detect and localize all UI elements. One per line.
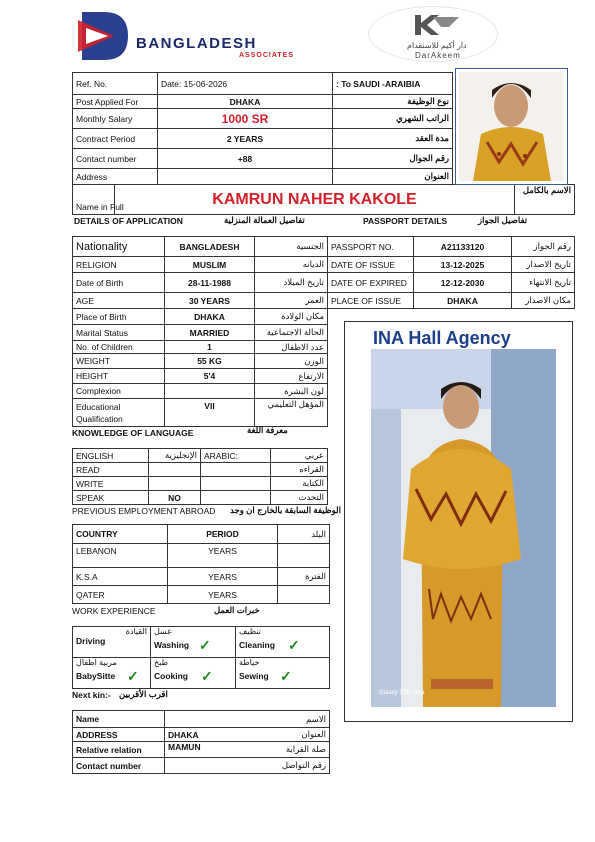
expiry-value: 12-12-2030 [414,273,512,293]
knowledge-heading: KNOWLEDGE OF LANGUAGE [72,428,194,438]
skill-babysitter-label: BabySitte [76,671,116,681]
skill-babysitter [73,658,151,689]
religion-arabic: الديانه [255,257,328,273]
religion-value: MUSLIM [165,257,255,273]
kin-contact-arabic: رقم التواصل [250,758,330,774]
kin-address-label: ADDRESS [73,728,165,742]
prev-emp-arabic: الوظيفة السابقة بالخارج ان وجد [230,505,341,515]
applicant-full-photo-icon [371,349,556,707]
issue-date-arabic: تاريخ الاصدار [512,257,575,273]
washing-check-icon: ✓ [199,637,211,653]
post-label: Post Applied For [73,95,158,109]
issue-date-value: 13-12-2025 [414,257,512,273]
details-table [72,236,328,427]
weight-label: WEIGHT [73,354,165,369]
contact-arabic: رقم الجوال [333,149,453,169]
skill-washing-label: Washing [154,640,190,650]
dob-value: 28-11-1988 [165,273,255,293]
speak-arabic: التحدث [271,491,328,505]
contact-label: Contact number [73,149,158,169]
english-arabic-header: الإنجليزية [149,449,201,463]
read-english [149,463,201,477]
dob-arabic: تاريخ الميلاد [255,273,328,293]
kin-contact-label: Contact number [73,758,165,774]
height-value: 5'4 [165,369,255,384]
education-arabic: المؤهل التعليمي [255,399,328,427]
darakeem-mark-icon [411,13,461,37]
children-arabic: عدد الاطفال [255,341,328,354]
photo-watermark: Galaxy S26 Ultra [379,690,425,696]
cooking-check-icon: ✓ [201,668,213,684]
complexion-arabic: لون البشرة [255,384,328,399]
next-kin-heading: Next kin:- [72,690,111,700]
country-header: COUNTRY [73,525,168,544]
passport-no-value: A21133120 [414,237,512,257]
photo-banner: INA Hall Agency [373,328,511,348]
passport-no-arabic: رقم الجواز [512,237,575,257]
darakeem-logo [368,6,498,62]
height-arabic: الارتفاع [255,369,328,384]
ref-label: Ref. No. [73,73,158,95]
complexion-value [165,384,255,399]
write-label: WRITE [73,477,149,491]
kin-address-value: DHAKA [165,728,250,742]
dob-label: Date of Birth [73,273,165,293]
complexion-label: Complexion [73,384,165,399]
speak-english: NO [149,491,201,505]
skill-driving [73,627,151,658]
work-exp-heading: WORK EXPERIENCE [72,606,156,616]
expiry-arabic: تاريخ الانتهاء [512,273,575,293]
pob-value: DHAKA [165,309,255,325]
speak-arabic-level [201,491,271,505]
language-table [72,448,328,505]
weight-arabic: الوزن [255,354,328,369]
emp-country-1: LEBANON [73,544,168,568]
arabic-arabic-header: عربي [271,449,328,463]
read-arabic-level [201,463,271,477]
issue-date-label: DATE OF ISSUE [328,257,414,273]
pob-label: Place of Birth [73,309,165,325]
applicant-portrait-icon [459,72,564,181]
marital-arabic: الحالة الاجتماعية [255,325,328,341]
write-arabic: الكتابة [271,477,328,491]
address-label: Address [73,169,158,185]
skill-cleaning-arabic: تنظيف [239,627,261,636]
weight-value: 55 KG [165,354,255,369]
top-info-table [72,72,453,95]
kin-name-arabic: الاسم [250,711,330,728]
period-header: PERIOD [168,525,278,544]
employment-table [72,524,330,604]
kin-name-value [165,711,250,728]
emp-country-3: QATER [73,586,168,604]
emp-extra-1 [278,544,330,568]
issue-place-value: DHAKA [414,293,512,309]
kin-relation-label: Relative relation [73,742,165,758]
sewing-check-icon: ✓ [280,668,292,684]
logo-sub: ASSOCIATES [239,52,294,59]
emp-period-1: YEARS [168,544,278,568]
skill-babysitter-arabic: مربية اطفال [76,658,117,667]
post-value: DHAKA [158,95,333,109]
education-label: Educational Qualification [73,399,165,427]
applicant-photo-small [455,68,568,185]
contact-value: +88 [158,149,333,169]
expiry-label: DATE OF EXPIRED [328,273,414,293]
passport-no-label: PASSPORT NO. [328,237,414,257]
name-value: KAMRUN NAHER KAKOLE [115,185,515,215]
speak-label: SPEAK [73,491,149,505]
babysitter-check-icon: ✓ [127,668,139,684]
read-arabic: القراءه [271,463,328,477]
skill-cooking [151,658,236,689]
emp-country-2: K.S.A [73,568,168,586]
kin-relation-value: MAMUN [165,742,250,758]
knowledge-arabic: معرفة اللغة [247,425,288,435]
to-text: : To SAUDI -ARAIBIA [333,73,453,95]
marital-label: Marital Status [73,325,165,341]
nationality-arabic: الجنسية [255,237,328,257]
skill-sewing [236,658,330,689]
details-app-arabic: تفاصيل العمالة المنزلية [224,215,305,225]
children-value: 1 [165,341,255,354]
emp-extra-3 [278,586,330,604]
emp-period-3: YEARS [168,586,278,604]
details-app-heading: DETAILS OF APPLICATION [74,216,183,226]
issue-place-label: PLACE OF ISSUE [328,293,414,309]
address-arabic: العنوان [333,169,453,185]
issue-place-arabic: مكان الاصدار [512,293,575,309]
country-arabic-header: البلد [278,525,330,544]
skill-driving-label: Driving [76,636,106,646]
kin-table [72,710,330,774]
kin-contact-value [165,758,250,774]
skill-cleaning [236,627,330,658]
skill-cleaning-label: Cleaning [239,640,275,650]
address-value [158,169,333,185]
height-label: HEIGHT [73,369,165,384]
passport-heading: PASSPORT DETAILS [363,216,448,226]
contract-label: Contract Period [73,129,158,149]
read-label: READ [73,463,149,477]
pob-arabic: مكان الولادة [255,309,328,325]
next-kin-arabic: اقرب الأقربين [119,689,168,699]
education-value: VII [165,399,255,427]
religion-label: RELIGION [73,257,165,273]
marital-value: MARRIED [165,325,255,341]
skill-washing-arabic: غسل [154,627,172,636]
post-arabic: نوع الوظيفة [333,95,453,109]
age-label: AGE [73,293,165,309]
skill-washing [151,627,236,658]
skill-sewing-arabic: خياطة [239,658,260,667]
name-arabic: الاسم بالكامل [515,185,575,215]
skill-sewing-label: Sewing [239,671,269,681]
skill-cooking-label: Cooking [154,671,188,681]
passport-arabic: تفاصيل الجواز [478,215,528,225]
applicant-photo-large [344,321,573,722]
post-details-table [72,94,453,185]
children-label: No. of Children [73,341,165,354]
cleaning-check-icon: ✓ [288,637,300,653]
age-arabic: العمر [255,293,328,309]
write-english [149,477,201,491]
prev-emp-heading: PREVIOUS EMPLOYMENT ABROAD [72,506,216,516]
skills-table [72,626,330,689]
passport-table [327,236,575,309]
bangladesh-associates-logo [76,6,306,66]
nationality-value: BANGLADESH [165,237,255,257]
period-arabic-header: الفترة [278,568,330,586]
english-header: ENGLISH [73,449,149,463]
kin-address-arabic: العنوان [250,728,330,742]
salary-label: Monthly Salary [73,109,158,129]
date-text: Date: 15-06-2026 [158,73,333,95]
darakeem-latin: DarAkeem [415,51,461,60]
contract-arabic: مدة العقد [333,129,453,149]
name-table [72,184,575,215]
work-exp-arabic: خبرات العمل [214,605,260,615]
arabic-header: ARABIC: [201,449,271,463]
age-value: 30 YEARS [165,293,255,309]
skill-cooking-arabic: طبخ [154,658,168,667]
name-label: Name in Full [73,185,115,215]
nationality-label: Nationality [73,237,165,257]
write-arabic-level [201,477,271,491]
salary-value: 1000 SR [158,109,333,129]
emp-period-2: YEARS [168,568,278,586]
kin-relation-arabic: صلة القرابة [250,742,330,758]
contract-value: 2 YEARS [158,129,333,149]
darakeem-arabic: دار أكيم للاستقدام [407,41,467,50]
kin-name-label: Name [73,711,165,728]
salary-arabic: الراتب الشهري [333,109,453,129]
logo-name: BANGLADESH [136,35,257,52]
skill-driving-arabic: القيادة [125,627,147,636]
